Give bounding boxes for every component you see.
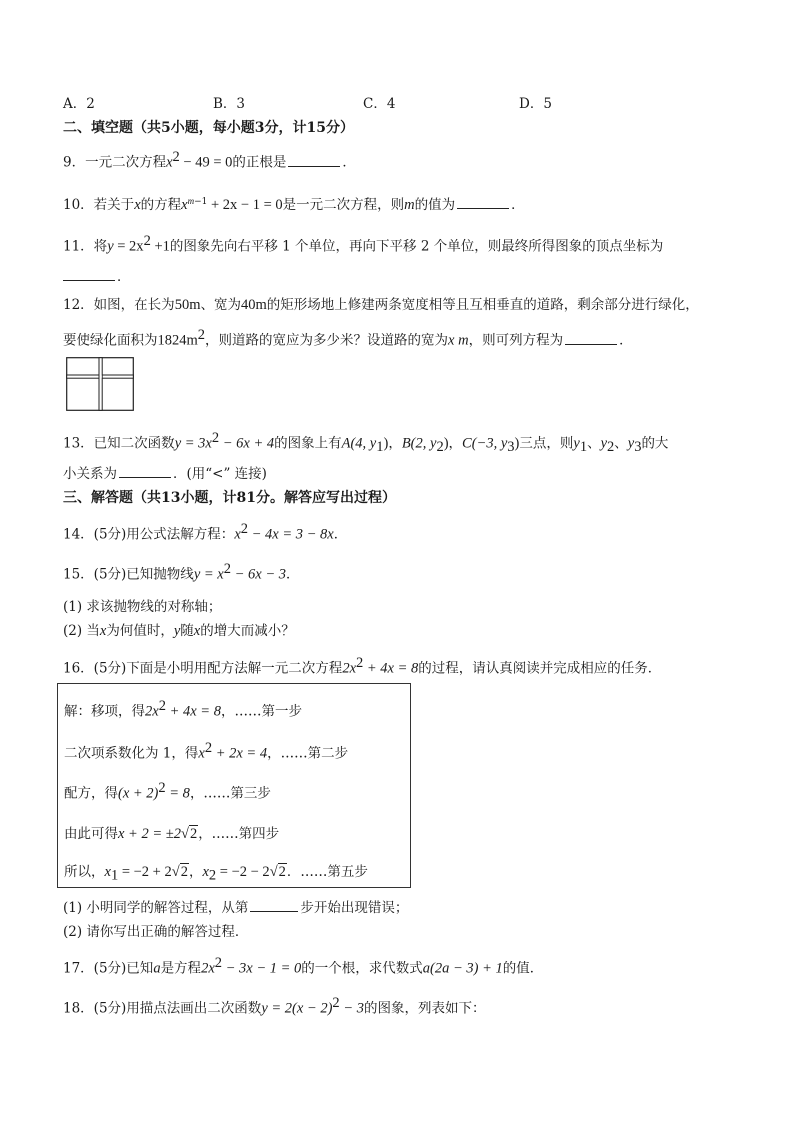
answer-blank-10[interactable] — [457, 196, 509, 209]
answer-blank-9[interactable] — [288, 154, 340, 167]
option-b: B．3 — [213, 96, 246, 112]
question-13-line-2: 小关系为 ．(用“<” 连接) — [63, 466, 267, 482]
solution-step-3: 配方，得$(x + 2)^2 = 8$，……第三步 — [64, 780, 271, 802]
option-a: A．2 — [63, 96, 95, 112]
question-11: 11．将$y = 2x^2 +1$的图象先向右平移 1 个单位，再向下平移 2 个单位，则最终所得图象的顶点坐标为 — [63, 233, 664, 255]
question-15-part-1: (1) 求该抛物线的对称轴； — [63, 599, 222, 615]
solution-step-2: 二次项系数化为 1，得$x^2 + 2x = 4$，……第二步 — [64, 740, 349, 762]
answer-blank-13[interactable] — [119, 465, 171, 478]
question-18: 18．(5分)用描点法画出二次函数$y = 2(x - 2)^2 - 3$的图象，列表如下： — [63, 995, 486, 1017]
question-15-part-2: (2) 当x为何值时，y随x的增大而减小？ — [63, 623, 295, 639]
solution-step-1: 解：移项，得$2x^2 + 4x = 8$，……第一步 — [64, 698, 302, 720]
option-c: C．4 — [363, 96, 396, 112]
question-10: 10．若关于x的方程$x^{m-1} + 2x - 1 = 0$是一元二次方程，则m的值为 ． — [63, 195, 525, 213]
question-12-line-1: 12．如图，在长为50m、宽为40m的矩形场地上修建两条宽度相等且互相垂直的道路，剩余部分进行绿化， — [63, 297, 699, 313]
option-d: D．5 — [519, 96, 552, 112]
question-9: 9．一元二次方程$x^2 - 49 = 0$的正根是 ． — [63, 149, 356, 171]
section-2-title: 二、填空题（共5小题，每小题3分，计15分） — [63, 120, 354, 136]
question-12-line-2: 要使绿化面积为$1824m^2$，则道路的宽应为多少米？设道路的宽为x m，则可列方程为 ． — [63, 327, 633, 349]
question-17: 17．(5分)已知a是方程$2x^2 - 3x - 1 = 0$的一个根，求代数式a(2a − 3) + 1的值． — [63, 955, 544, 977]
section-3-title: 三、解答题（共13小题，计81分。解答应写出过程） — [63, 490, 396, 506]
question-14: 14．(5分)用公式法解方程：$x^2 - 4x = 3 - 8x$． — [63, 521, 348, 543]
sqrt-symbol: √2 — [180, 826, 198, 842]
answer-blank-11[interactable] — [63, 268, 115, 281]
question-15: 15．(5分)已知抛物线$y = x^2 - 6x - 3$． — [63, 561, 300, 583]
rectangle-field-figure — [66, 357, 134, 411]
solution-step-4: 由此可得x + 2 = ±2√2，……第四步 — [64, 826, 280, 842]
question-16-task-2: (2) 请你写出正确的解答过程． — [63, 924, 249, 940]
question-13-line-1: 13．已知二次函数$y = 3x^2 - 6x + 4$的图象上有A(4, $y_1$)，B(2, $y_2$)，C(−3, $y_3$)三点，则$y_1$、$y_2$、$y_3$的大 — [63, 430, 669, 456]
question-11-cont: ． — [63, 265, 131, 285]
solution-box — [57, 683, 411, 888]
answer-blank-16[interactable] — [250, 899, 298, 912]
answer-blank-12[interactable] — [565, 332, 617, 345]
question-16-task-1: (1) 小明同学的解答过程，从第 步开始出现错误； — [63, 900, 409, 916]
question-16: 16．(5分)下面是小明用配方法解一元二次方程$2x^2 + 4x = 8$的过程，请认真阅读并完成相应的任务． — [63, 655, 662, 677]
solution-step-5: 所以，$x_1 = -2 + 2√2$，$x_2 = -2 - 2√2$．……第五步 — [64, 864, 368, 884]
